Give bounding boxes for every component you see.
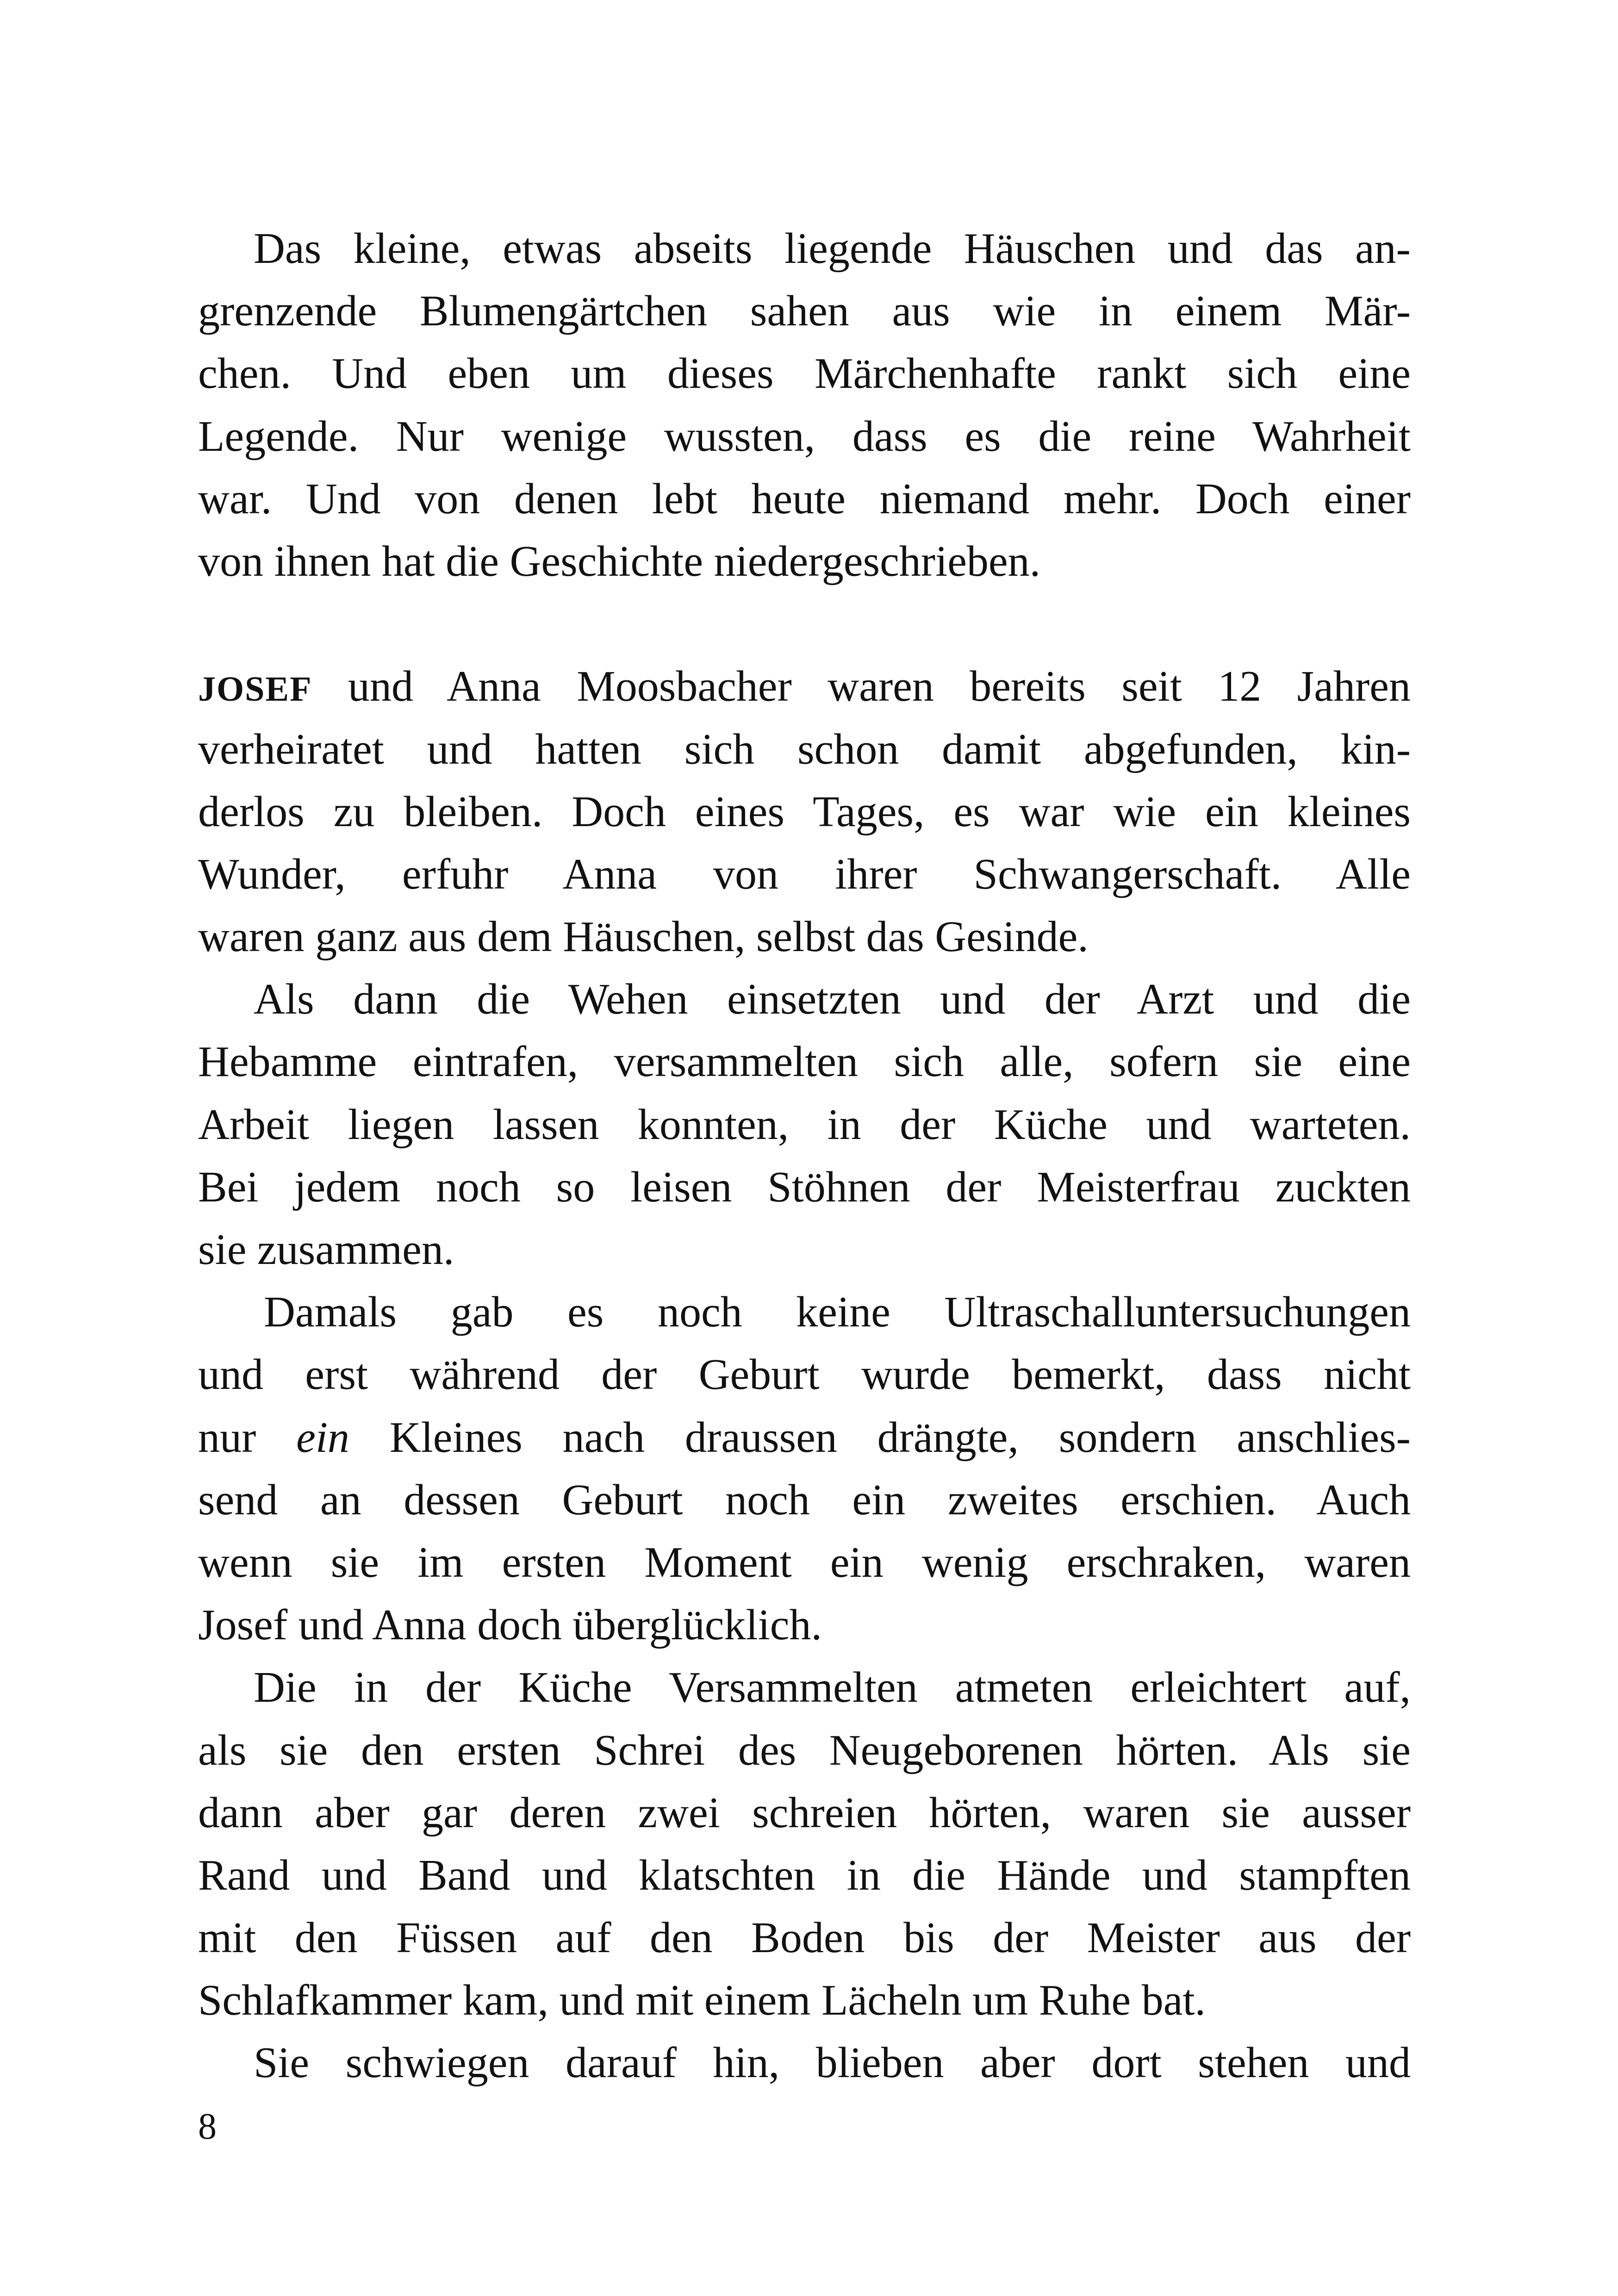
text-line: chen. Und eben um dieses Märchenhafte rankt sich eine	[198, 349, 1411, 398]
text-line: Rand und Band und klatschten in die Hände und stampften	[198, 1851, 1411, 1899]
text-line: Die in der Küche Versammelten atmeten erleichtert auf,	[254, 1663, 1411, 1712]
text-line: und erst während der Geburt wurde bemerkt, dass nicht	[198, 1350, 1411, 1399]
text-line: als sie den ersten Schrei des Neugeborenen hörten. Als sie	[198, 1726, 1411, 1774]
text-line: Arbeit liegen lassen konnten, in der Küche und warteten.	[198, 1100, 1411, 1149]
text-line: Hebamme eintrafen, versammelten sich alle, sofern sie eine	[198, 1038, 1411, 1086]
text-line: Schlafkammer kam, und mit einem Lächeln um Ruhe bat.	[198, 1976, 1206, 2025]
text-line: Als dann die Wehen einsetzten und der Arzt und die	[254, 975, 1411, 1024]
text-run: nur	[198, 1413, 297, 1462]
emphasis-text: ein	[296, 1413, 349, 1462]
text-line: mit den Füssen auf den Boden bis der Meister aus der	[198, 1914, 1411, 1962]
text-line: Damals gab es noch keine Ultraschalluntersuchungen	[264, 1288, 1411, 1337]
text-line: waren ganz aus dem Häuschen, selbst das Gesinde.	[198, 913, 1089, 961]
text-line: verheiratet und hatten sich schon damit abgefunden, kin-	[198, 725, 1411, 773]
text-line: Wunder, erfuhr Anna von ihrer Schwangerschaft. Alle	[198, 850, 1411, 898]
text-line: sie zusammen.	[198, 1226, 454, 1274]
text-line: wenn sie im ersten Moment ein wenig erschraken, waren	[198, 1538, 1411, 1587]
text-line	[198, 1406, 1411, 1469]
text-line: Bei jedem noch so leisen Stöhnen der Meisterfrau zuckten	[198, 1163, 1411, 1211]
body-text	[198, 218, 1411, 2095]
text-line: Josef und Anna doch überglücklich.	[198, 1601, 822, 1649]
text-line: Legende. Nur wenige wussten, dass es die reine Wahrheit	[198, 412, 1411, 460]
text-line: war. Und von denen lebt heute niemand mehr. Doch einer	[198, 474, 1411, 523]
text-line: grenzende Blumengärtchen sahen aus wie in einem Mär-	[198, 287, 1411, 336]
text-line	[198, 655, 1411, 718]
section-break	[198, 593, 1411, 655]
page-number: 8	[198, 2106, 217, 2147]
text-line: send an dessen Geburt noch ein zweites erschien. Auch	[198, 1475, 1411, 1524]
text-line: von ihnen hat die Geschichte niedergeschrieben.	[198, 537, 1041, 585]
text-run: und Anna Moosbacher waren bereits seit 12 Jahren	[312, 662, 1411, 711]
text-run: Kleines nach draussen drängte, sondern anschlies-	[349, 1413, 1411, 1462]
text-line: derlos zu bleiben. Doch eines Tages, es war wie ein kleines	[198, 787, 1411, 836]
lead-word-smallcaps: JOSEF	[198, 670, 312, 709]
text-line: Das kleine, etwas abseits liegende Häuschen und das an-	[254, 224, 1411, 273]
text-line: Sie schwiegen darauf hin, blieben aber dort stehen und	[254, 2039, 1411, 2087]
text-line: dann aber gar deren zwei schreien hörten, waren sie ausser	[198, 1788, 1411, 1837]
